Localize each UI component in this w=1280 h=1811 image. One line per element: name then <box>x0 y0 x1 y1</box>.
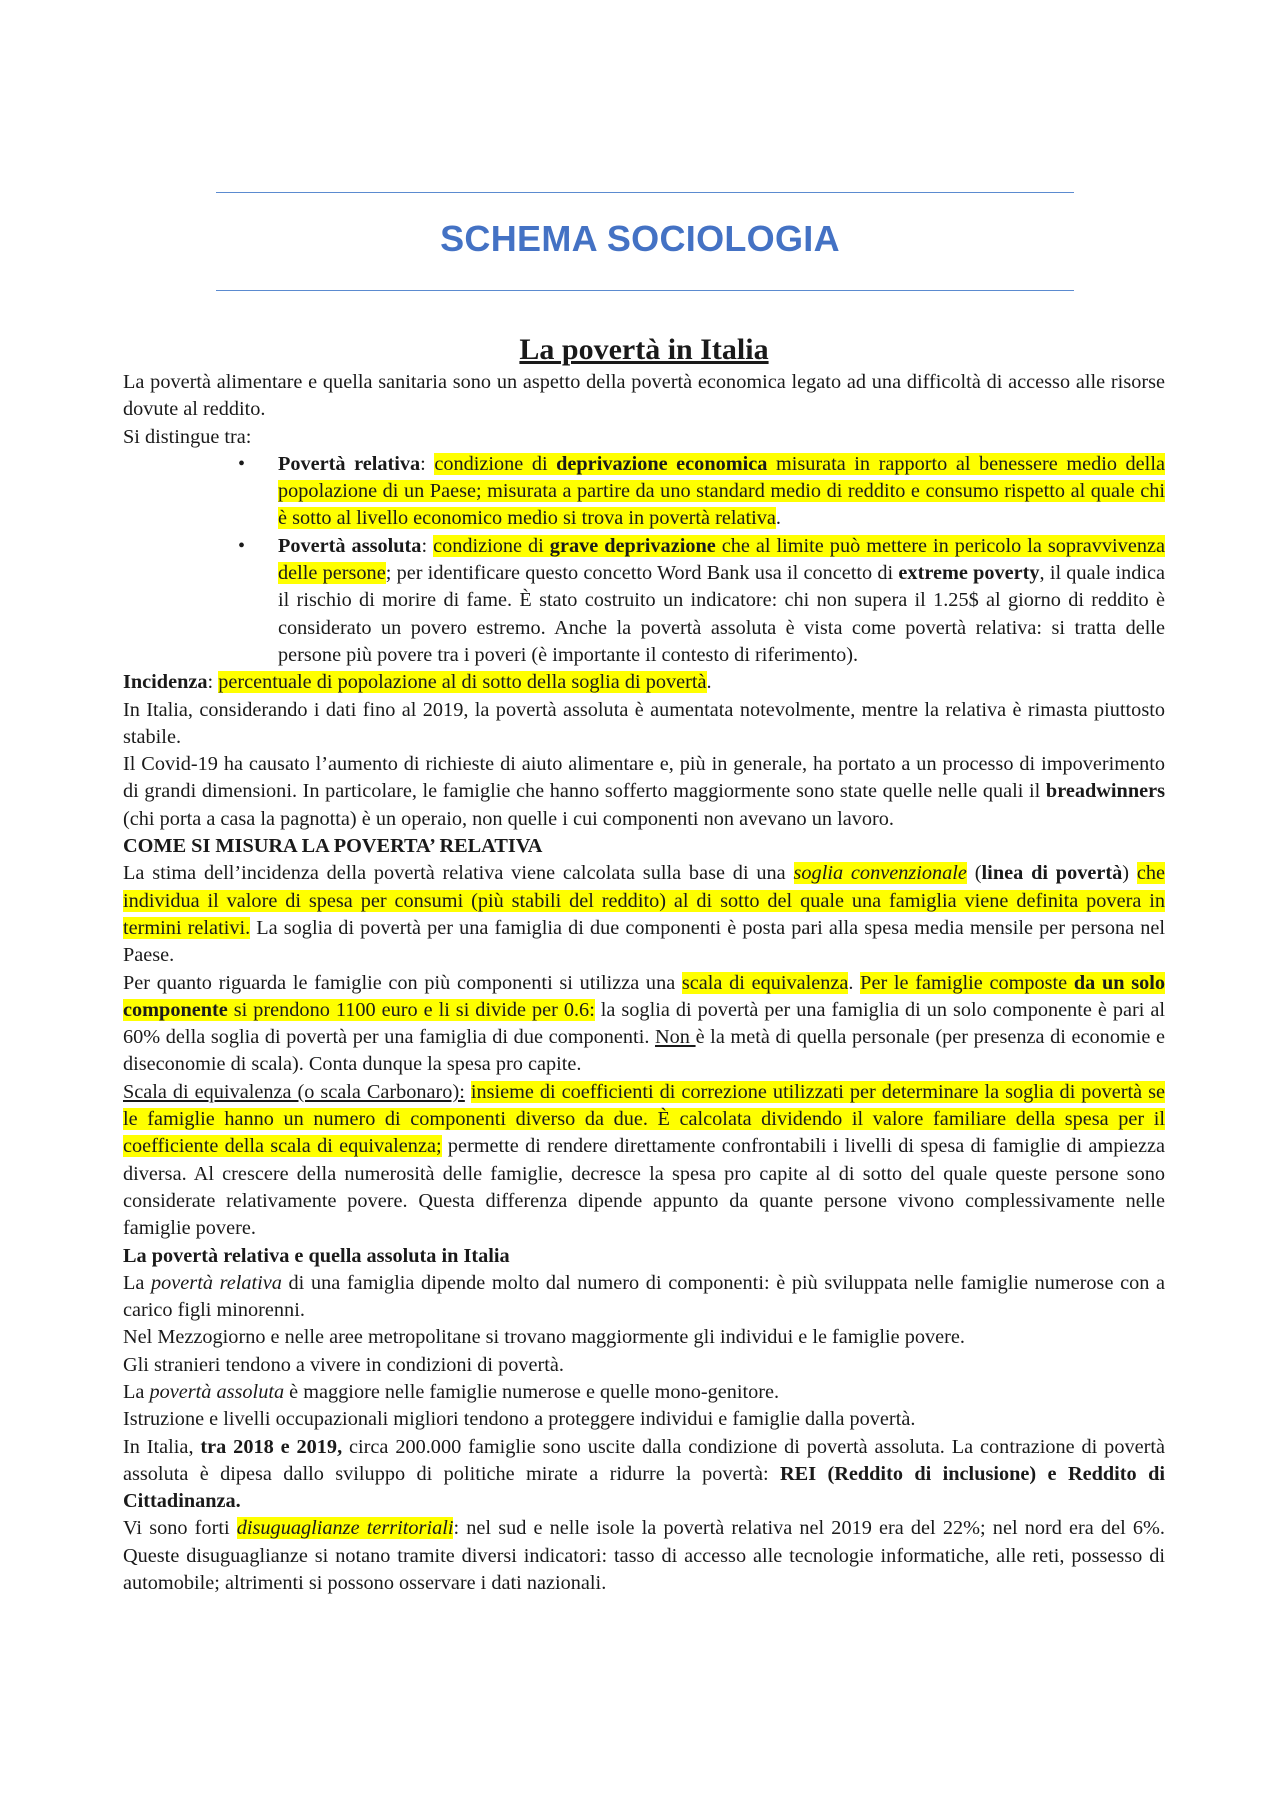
section-title: La povertà in Italia <box>519 333 769 366</box>
highlighted-definition: condizione di deprivazione economica misurata in rapporto al benessere medio della popolazione di un Paese; misurata a partire da uno standard medio di reddito e consumo rispetto al quale chi è sotto al livello economico medio si trova in povertà relativa <box>278 452 1165 530</box>
document-title: SCHEMA SOCIOLOGIA <box>440 218 840 259</box>
carbonaro-paragraph: Scala di equivalenza (o scala Carbonaro): insieme di coefficienti di correzione utilizzati per determinare la soglia di povertà se le famiglie hanno un numero di componenti diverso da due. È calcolata dividendo il valore familiare della spesa per il coefficiente della scala di equivalenza; permette di rendere direttamente confrontabili i livelli di spesa di famiglie di ampiezza diversa. Al crescere della numerosità delle famiglie, decresce la spesa pro capite al di sotto del quale queste persone sono considerate relativamente povere. Questa differenza dipende appunto da quante persone vivono complessivamente nelle famiglie povere. <box>123 1080 1165 1240</box>
title-top-rule <box>216 192 1074 193</box>
assoluta-paragraph: La povertà assoluta è maggiore nelle famiglie numerose e quelle mono-genitore. <box>123 1380 780 1403</box>
relativa-assoluta-heading: La povertà relativa e quella assoluta in Italia <box>123 1244 510 1267</box>
intro-paragraph: La povertà alimentare e quella sanitaria sono un aspetto della povertà economica legato ad una difficoltà di accesso alle risorse dovute al reddito. <box>123 371 1165 421</box>
stranieri-paragraph: Gli stranieri tendono a vivere in condizioni di povertà. <box>123 1353 564 1376</box>
highlighted-definition: condizione di grave deprivazione che al limite può mettere in pericolo la sopravvivenza delle persone <box>278 534 1165 585</box>
italia-2019-paragraph: In Italia, considerando i dati fino al 2019, la povertà assoluta è aumentata notevolmente, mentre la relativa è rimasta piuttosto stabile. <box>123 698 1165 748</box>
scala-paragraph: Per quanto riguarda le famiglie con più componenti si utilizza una scala di equivalenza. Per le famiglie composte da un solo componente si prendono 1100 euro e li si divide per 0.6: la soglia di povertà per una famiglia di un solo componente è pari al 60% della soglia di povertà per una famiglia di due componenti. Non è la metà di quella personale (per presenza di economie e diseconomie di scala). Conta dunque la spesa pro capite. <box>123 971 1165 1076</box>
list-item-poverta-relativa: • Povertà relativa: condizione di deprivazione economica misurata in rapporto al benessere medio della popolazione di un Paese; misurata a partire da uno standard medio di reddito e consumo rispetto al quale chi è sotto al livello economico medio si trova in povertà relativa. <box>238 452 1165 530</box>
rei-paragraph: In Italia, tra 2018 e 2019, circa 200.000 famiglie sono uscite dalla condizione di povertà assoluta. La contrazione di povertà assoluta è dipesa dallo sviluppo di politiche mirate a ridurre la povertà: REI (Reddito di inclusione) e Reddito di Cittadinanza. <box>123 1435 1165 1513</box>
misura-heading: COME SI MISURA LA POVERTA’ RELATIVA <box>123 835 543 858</box>
istruzione-paragraph: Istruzione e livelli occupazionali migliori tendono a proteggere individui e famiglie dalla povertà. <box>123 1408 916 1431</box>
relativa-paragraph: La povertà relativa di una famiglia dipende molto dal numero di componenti: è più sviluppata nelle famiglie numerose con a carico figli minorenni. <box>123 1271 1165 1322</box>
bullet-icon: • <box>238 452 246 475</box>
list-item-poverta-assoluta: • Povertà assoluta: condizione di grave deprivazione che al limite può mettere in pericolo la sopravvivenza delle persone; per identificare questo concetto Word Bank usa il concetto di extreme poverty, il quale indica il rischio di morire di fame. È stato costruito un indicatore: chi non supera il 1.25$ al giorno di reddito è considerato un povero estremo. Anche la povertà assoluta è vista come povertà relativa: si tratta delle persone più povere tra i poveri (è importante il contesto di riferimento). <box>238 534 1166 666</box>
incidenza-paragraph: Incidenza: percentuale di popolazione al di sotto della soglia di povertà. <box>123 671 712 694</box>
soglia-paragraph: La stima dell’incidenza della povertà relativa viene calcolata sulla base di una soglia convenzionale (linea di povertà) che individua il valore di spesa per consumi (più stabili del reddito) al di sotto del quale una famiglia viene definita povera in termini relativi. La soglia di povertà per una famiglia di due componenti è posta pari alla spesa media mensile per persona nel Paese. <box>123 862 1166 967</box>
title-bottom-rule <box>216 290 1074 291</box>
mezzogiorno-paragraph: Nel Mezzogiorno e nelle aree metropolitane si trovano maggiormente gli individui e le famiglie povere. <box>123 1326 965 1349</box>
distinction-intro: Si distingue tra: <box>123 425 252 448</box>
poverty-types-list <box>123 451 1165 669</box>
term-poverta-relativa: Povertà relativa <box>278 452 421 475</box>
document-body <box>123 332 1165 1597</box>
disuguaglianze-paragraph: Vi sono forti disuguaglianze territoriali: nel sud e nelle isole la povertà relativa nel 2019 era del 22%; nel nord era del 6%. Queste disuguaglianze si notano tramite diversi indicatori: tasso di accesso alle tecnologie informatiche, alle reti, possesso di automobile; altrimenti si possono osservare i dati nazionali. <box>123 1517 1165 1595</box>
bullet-icon: • <box>238 534 246 557</box>
covid-paragraph: Il Covid-19 ha causato l’aumento di richieste di aiuto alimentare e, più in generale, ha portato a un processo di impoverimento di grandi dimensioni. In particolare, le famiglie che hanno sofferto maggiormente sono state quelle nelle quali il breadwinners (chi porta a casa la pagnotta) è un operaio, non quelle i cui componenti non avevano un lavoro. <box>123 753 1165 830</box>
term-poverta-assoluta: Povertà assoluta <box>278 534 422 557</box>
